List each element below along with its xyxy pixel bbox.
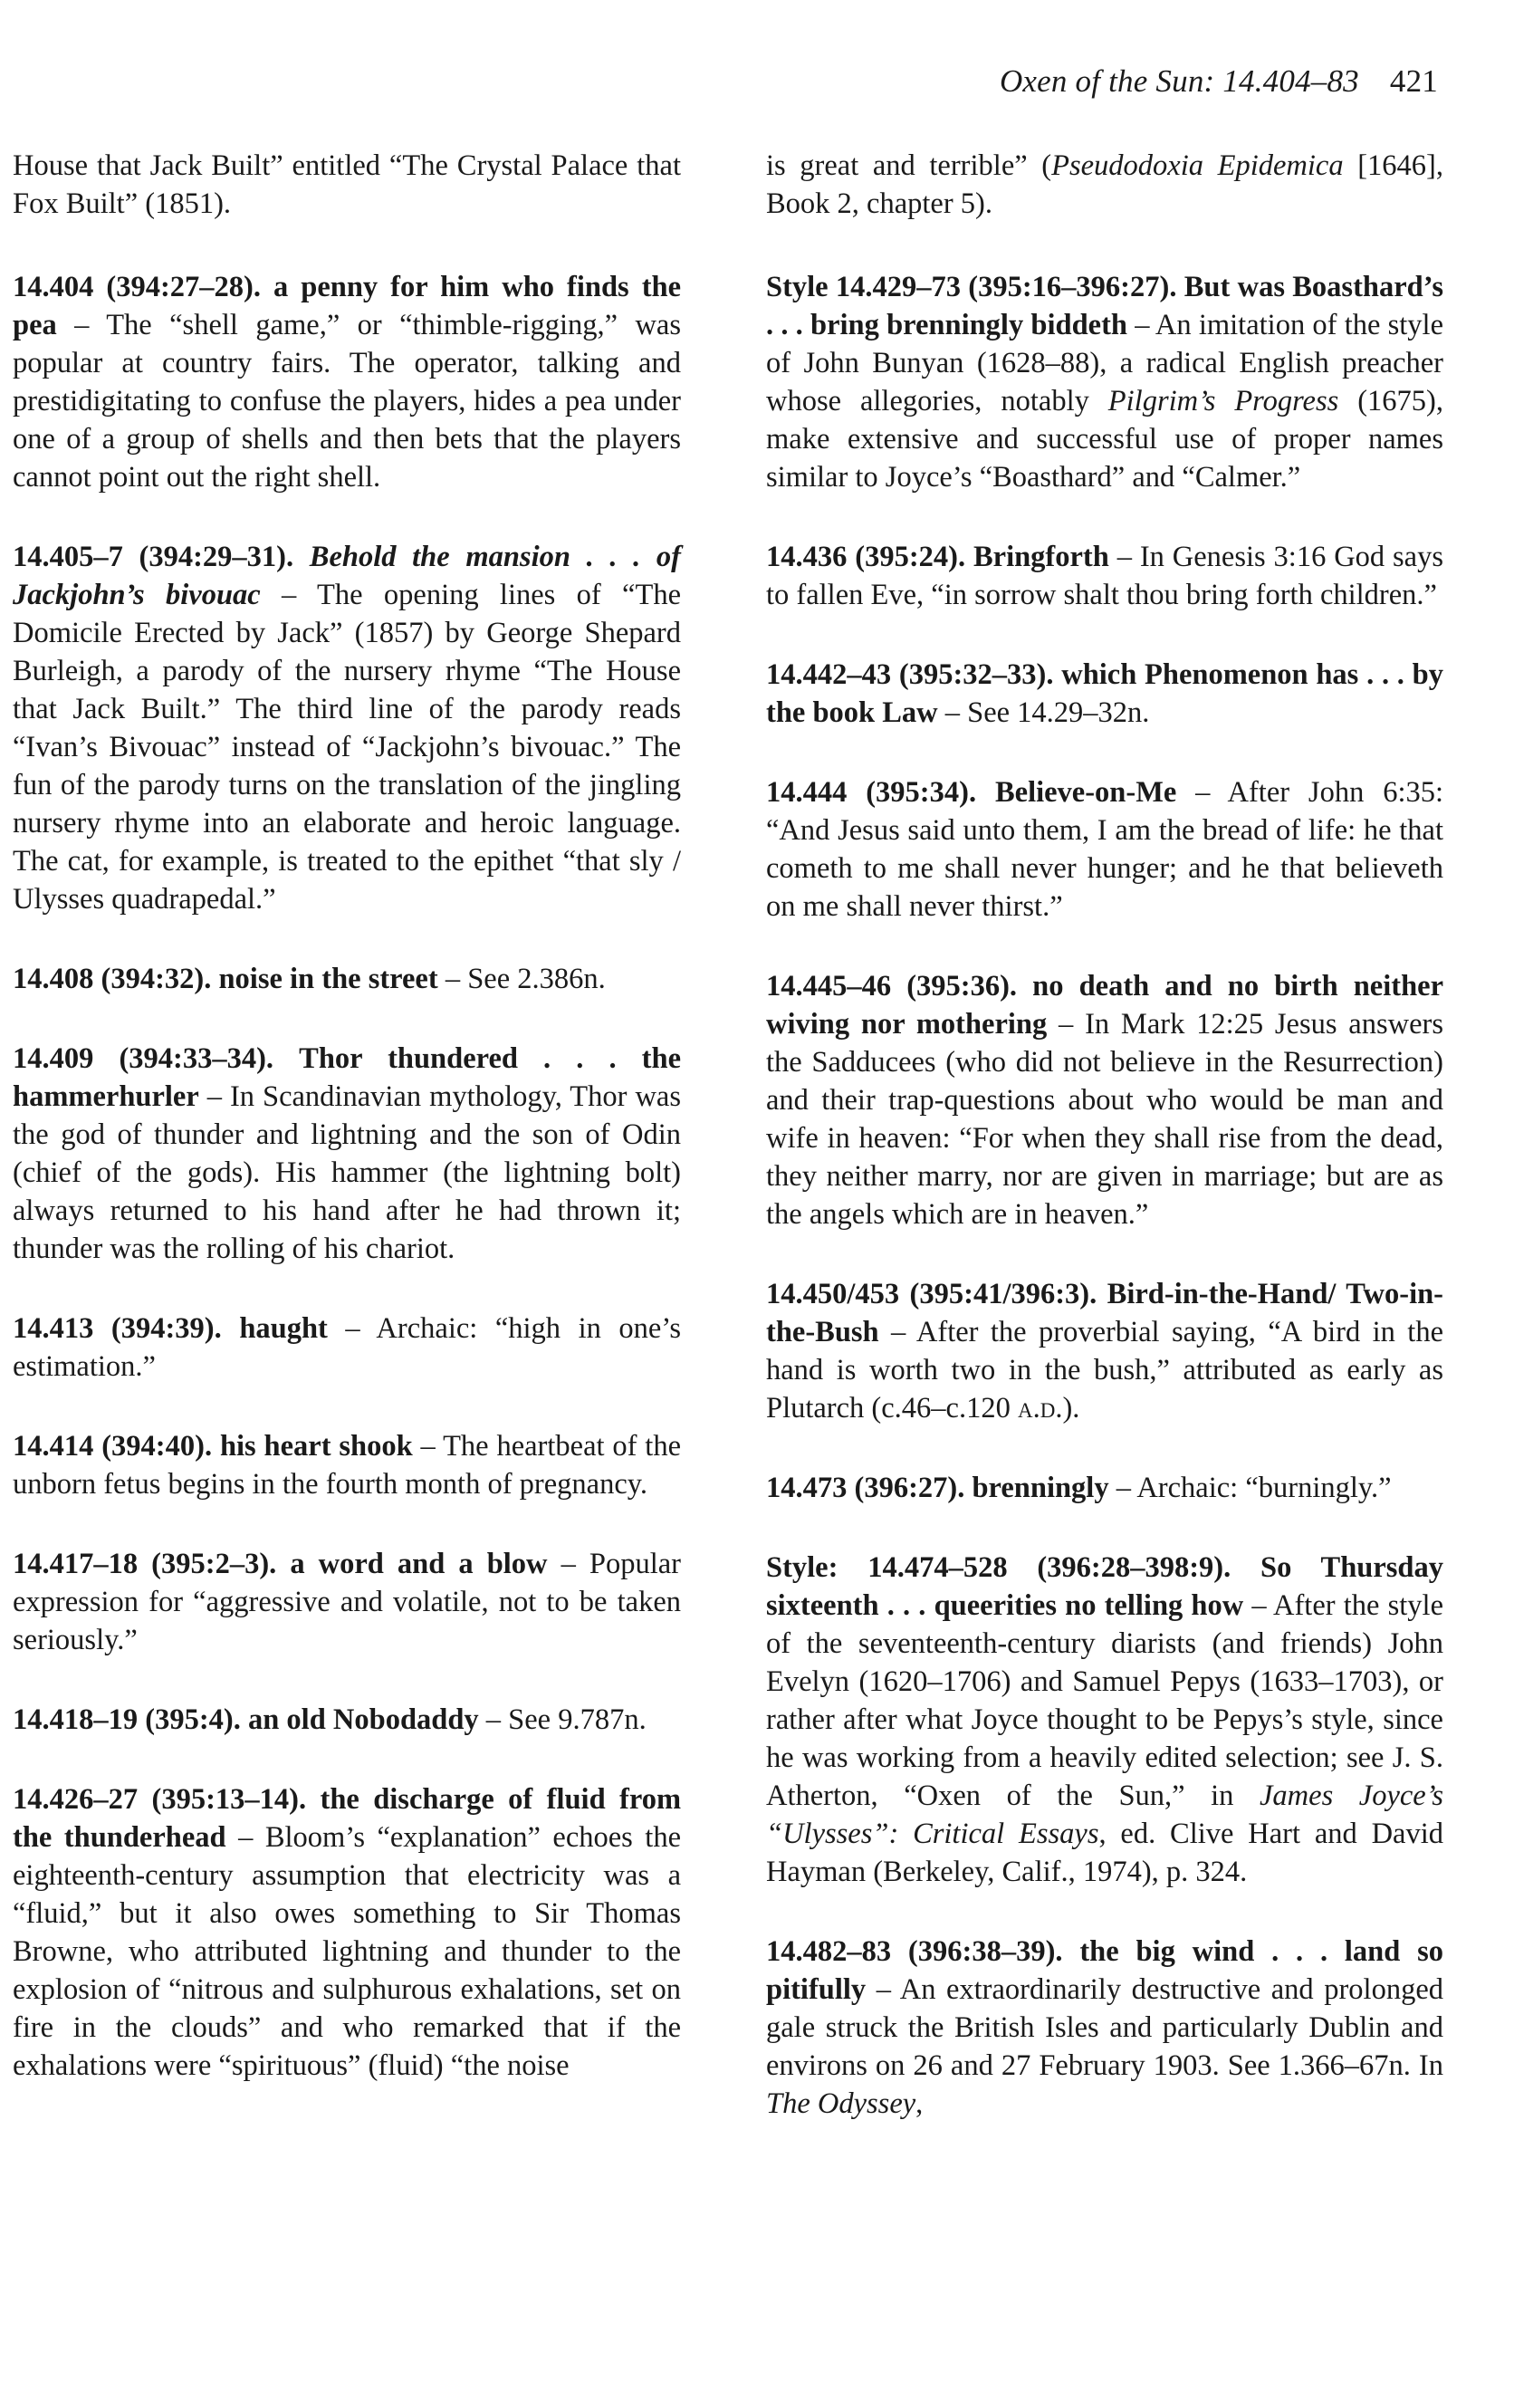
entry-body: (1675), make extensive and successful use of proper names similar to Joyce’s “Boasthard” and “Calmer.”: [766, 385, 1443, 494]
entry-body: See 14.29–32n.: [967, 696, 1150, 729]
entry-lemma: Believe-on-Me: [994, 776, 1177, 809]
entry-ref: 14.445–46 (395:36).: [766, 970, 1018, 1003]
entry-dash: –: [1176, 776, 1228, 809]
annotation-entry: [766, 1275, 1443, 1427]
entry-body: An extraordinarily destructive and prolonged gale struck the British Isles and particularly Dublin and environs on 26 and 27 February 1903. See 1.366–67n. In: [766, 1973, 1443, 2082]
entry-dash: –: [866, 1973, 900, 2006]
work-title: Pilgrim’s Progress: [1107, 385, 1339, 417]
entry-dash: –: [547, 1548, 589, 1580]
annotation-entry: [766, 773, 1443, 926]
entry-ref: 14.473 (396:27).: [766, 1472, 965, 1504]
annotation-entry: [13, 1545, 681, 1659]
entry-dash: –: [56, 309, 107, 341]
annotation-entry: [13, 1310, 681, 1386]
entry-ref: 14.417–18 (395:2–3).: [13, 1548, 277, 1580]
annotation-entry: [766, 1549, 1443, 1891]
entry-dash: –: [225, 1821, 265, 1854]
entry-dash: –: [327, 1312, 377, 1345]
entry-body: After John 6:35: “And Jesus said unto them, I am the bread of life: he that cometh to me shall never hunger; and he that believeth on me shall never thirst.”: [766, 776, 1444, 923]
running-header: [761, 63, 1438, 100]
annotation-entry: [766, 1469, 1443, 1507]
entry-body: An imitation of the style of John Bunyan (1628–88), a radical English preacher whose allegories, notably: [766, 309, 1443, 417]
entry-dash: –: [937, 696, 968, 729]
entry-dash: –: [260, 579, 318, 611]
annotation-entry: [13, 268, 681, 496]
entry-body: ,: [915, 2087, 924, 2120]
entry-ref: 14.404 (394:27–28).: [13, 271, 261, 303]
entry-ref: 14.442–43 (395:32–33).: [766, 658, 1054, 691]
entry-lemma: haught: [239, 1312, 328, 1345]
entry-body: In Scandinavian mythology, Thor was the god of thunder and lightning and the son of Odin (chief of the gods). His hammer (the lightning bolt) always returned to his hand after he had thrown it; thunder was the rolling of his chariot.: [13, 1080, 681, 1265]
entry-body: After the proverbial saying, “A bird in the hand is worth two in the bush,” attributed as early as Plutarch (c.46–c.120: [766, 1316, 1443, 1425]
page-number: 421: [1389, 63, 1438, 99]
entry-body: House that Jack Built” entitled “The Crystal Palace that Fox Built” (1851).: [13, 149, 681, 220]
entry-body: Bloom’s “explanation” echoes the eighteenth-century assumption that electricity was a “fluid,” but it also owes something to Sir Thomas Browne, who attributed lightning and thunder to the explosion of “nitrous and sulphurous exhalations, set on fire in the clouds” and who remarked that if the exhalations were “spirituous” (fluid) “the noise: [13, 1821, 681, 2082]
entry-body: See 9.787n.: [508, 1703, 647, 1736]
entry-body: After the style of the seventeenth-century diarists (and friends) John Evelyn (1620–1706) and Samuel Pepys (1633–1703), or rather after what Joyce thought to be Pepys’s style, since he was working from a heavily edited selection; see J. S. Atherton, “Oxen of the Sun,” in: [766, 1589, 1443, 1812]
entry-lemma: noise in the street: [218, 963, 438, 995]
entry-body: The “shell game,” or “thimble-rigging,” was popular at country fairs. The operator, talking and prestidigitating to confuse the players, hides a pea under one of a group of shells and then bets that the players cannot point out the right shell.: [13, 309, 681, 494]
entry-dash: –: [412, 1430, 444, 1463]
entry-ref: 14.413 (394:39).: [13, 1312, 222, 1345]
annotation-entry: [13, 538, 681, 918]
entry-lemma: Thor thundered . . . the hammerhurler: [13, 1042, 682, 1113]
entry-body: The heartbeat of the unborn fetus begins in the fourth month of pregnancy.: [13, 1430, 682, 1501]
entry-body: In Mark 12:25 Jesus answers the Sadducees (who did not believe in the Resurrection) and their trap-questions about who would be man and wife in heaven: “For when they shall rise from the dead, they neither marry, nor are given in marriage; but are as the angels which are in heaven.”: [766, 1008, 1443, 1231]
entry-ref: 14.450/453 (395:41/396:3).: [766, 1278, 1097, 1310]
entry-dash: –: [1108, 1472, 1137, 1504]
annotation-entry: [766, 268, 1443, 496]
right-column: [766, 147, 1443, 2164]
entry-lemma: the big wind . . . land so pitifully: [766, 1935, 1444, 2006]
annotation-entry: [13, 1780, 681, 2085]
entry-ref: 14.444 (395:34).: [766, 776, 977, 809]
entry-lemma: a word and a blow: [290, 1548, 548, 1580]
entry-dash: –: [437, 963, 468, 995]
entry-body: See 2.386n.: [467, 963, 606, 995]
continued-entry: [13, 147, 681, 223]
annotation-entry: [766, 1933, 1443, 2123]
work-title: Pseudodoxia Epidemica: [1051, 149, 1344, 182]
entry-lemma: Bird-in-the-Hand/ Two-in-the-Bush: [766, 1278, 1443, 1348]
entry-ref: Style 14.429–73 (395:16–396:27).: [766, 271, 1177, 303]
entry-dash: –: [478, 1703, 509, 1736]
work-title: James Joyce’s “Ulysses”: Critical Essays: [766, 1780, 1444, 1850]
entry-lemma: no death and no birth neither wiving nor mothering: [766, 970, 1444, 1041]
entry-body: Popular expression for “aggressive and volatile, not to be taken seriously.”: [13, 1548, 682, 1656]
entry-ref: 14.409 (394:33–34).: [13, 1042, 274, 1075]
entry-body: The opening lines of “The Domicile Erected by Jack” (1857) by George Shepard Burleigh, a parody of the nursery rhyme “The House that Jack Built.” The third line of the parody reads “Ivan’s Bivouac” instead of “Jackjohn’s bivouac.” The fun of the parody turns on the translation of the jingling nursery rhyme into an elaborate and heroic language. The cat, for example, is treated to the epithet “that sly / Ulysses quadrapedal.”: [13, 579, 681, 916]
entry-dash: –: [1108, 541, 1140, 573]
entry-ref: 14.405–7 (394:29–31).: [13, 541, 294, 573]
annotation-entry: [13, 960, 681, 998]
left-column: [13, 147, 681, 2126]
entry-dash: –: [1127, 309, 1155, 341]
entry-lemma: Behold the mansion . . . of Jackjohn’s bivouac: [13, 541, 681, 611]
entry-body: In Genesis 3:16 God says to fallen Eve, “in sorrow shalt thou bring forth children.”: [766, 541, 1444, 611]
annotation-entry: [13, 1427, 681, 1503]
continued-entry: [766, 147, 1443, 223]
entry-body: , ed. Clive Hart and David Hayman (Berkeley, Calif., 1974), p. 324.: [766, 1818, 1443, 1888]
entry-lemma: which Phenomenon has . . . by the book Law: [766, 658, 1444, 729]
entry-lemma: So Thursday sixteenth . . . queerities no telling how: [766, 1551, 1443, 1622]
annotation-entry: [766, 967, 1443, 1233]
entry-body: [1646], Book 2, chapter 5).: [766, 149, 1443, 220]
work-title: The Odyssey: [766, 2087, 916, 2120]
entry-dash: –: [198, 1080, 230, 1113]
entry-lemma: a penny for him who finds the pea: [13, 271, 682, 341]
entry-lemma: Bringforth: [973, 541, 1109, 573]
annotation-entry: [766, 538, 1443, 614]
entry-ref: 14.414 (394:40).: [13, 1430, 213, 1463]
entry-lemma: an old Nobodaddy: [247, 1703, 479, 1736]
entry-ref: 14.426–27 (395:13–14).: [13, 1783, 307, 1816]
entry-body: ).: [1062, 1392, 1080, 1425]
entry-body: is great and terrible” (: [766, 149, 1052, 182]
entry-ref: 14.482–83 (396:38–39).: [766, 1935, 1063, 1968]
entry-lemma: his heart shook: [219, 1430, 413, 1463]
annotation-entry: [766, 656, 1443, 732]
entry-dash: –: [878, 1316, 916, 1348]
entry-lemma: But was Boasthard’s . . . bring brenningly biddeth: [766, 271, 1443, 341]
annotation-entry: [13, 1701, 681, 1739]
running-title: Oxen of the Sun: 14.404–83: [999, 63, 1359, 99]
entry-ref: Style: 14.474–528 (396:28–398:9).: [766, 1551, 1231, 1584]
entry-lemma: the discharge of fluid from the thunderhead: [13, 1783, 682, 1854]
era-abbreviation: a.d.: [1017, 1392, 1063, 1425]
entry-ref: 14.418–19 (395:4).: [13, 1703, 241, 1736]
entry-dash: –: [1047, 1008, 1086, 1041]
entry-lemma: brenningly: [972, 1472, 1109, 1504]
entry-ref: 14.436 (395:24).: [766, 541, 966, 573]
entry-dash: –: [1243, 1589, 1274, 1622]
entry-body: Archaic: “high in one’s estimation.”: [13, 1312, 682, 1383]
entry-ref: 14.408 (394:32).: [13, 963, 212, 995]
entry-body: Archaic: “burningly.”: [1136, 1472, 1392, 1504]
annotation-entry: [13, 1040, 681, 1268]
